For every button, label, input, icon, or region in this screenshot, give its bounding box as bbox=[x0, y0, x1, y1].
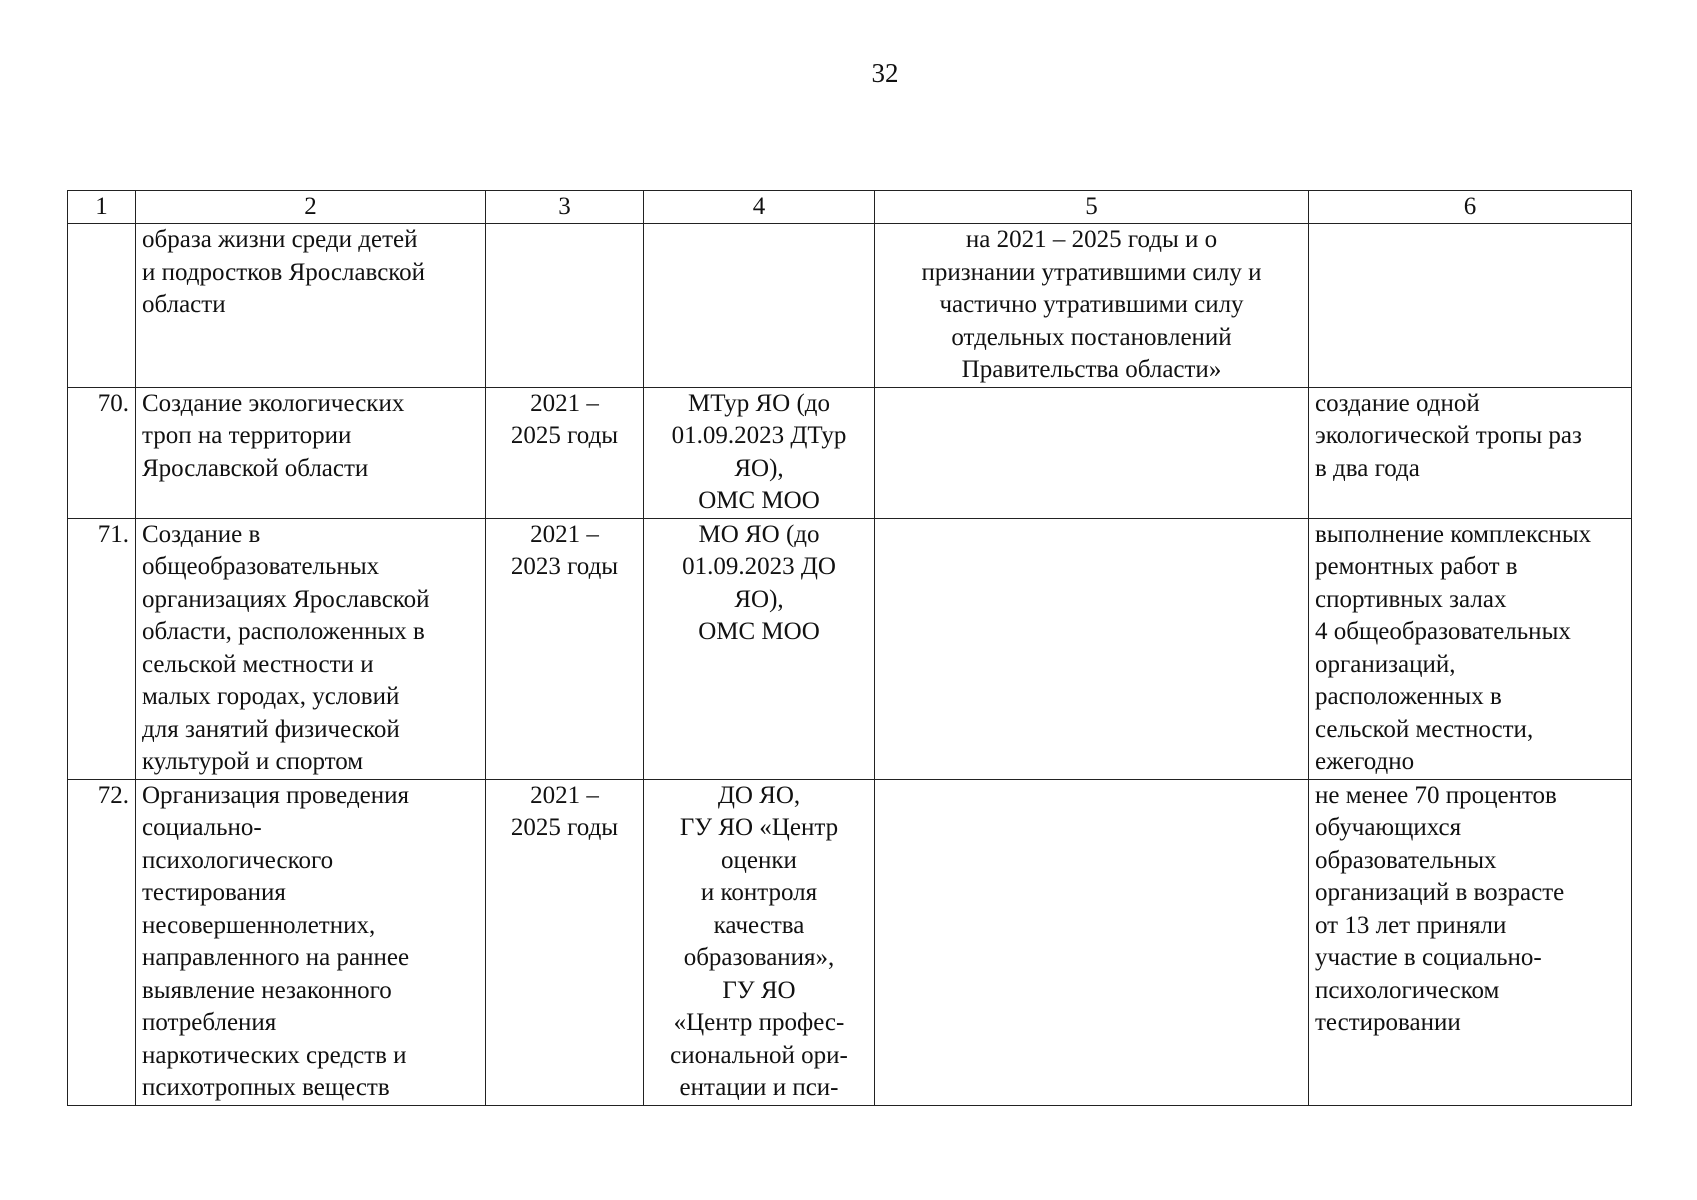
cell-basis: на 2021 – 2025 годы и о признании утратившими силу и частично утратившими силу отдельных постановлений Правительства области» bbox=[875, 224, 1309, 388]
column-header: 1 bbox=[68, 191, 136, 224]
cell-number: 71. bbox=[68, 518, 136, 779]
cell-measure-name: Организация проведения социально- психологического тестирования несовершеннолетних, направленного на раннее выявление незаконного потребления наркотических средств и психотропных веществ bbox=[136, 779, 486, 1105]
cell-basis bbox=[875, 779, 1309, 1105]
cell-executors: ДО ЯО, ГУ ЯО «Центр оценки и контроля качества образования», ГУ ЯО «Центр профес- сиональной ори- ентации и пси- bbox=[644, 779, 875, 1105]
cell-executors bbox=[644, 224, 875, 388]
column-header: 2 bbox=[136, 191, 486, 224]
cell-period: 2021 – 2023 годы bbox=[486, 518, 644, 779]
cell-period: 2021 – 2025 годы bbox=[486, 387, 644, 518]
table-row bbox=[68, 387, 1632, 518]
cell-period: 2021 – 2025 годы bbox=[486, 779, 644, 1105]
page-number: 32 bbox=[871, 58, 899, 88]
cell-basis bbox=[875, 387, 1309, 518]
column-header: 3 bbox=[486, 191, 644, 224]
table-row bbox=[68, 518, 1632, 779]
cell-result bbox=[1309, 224, 1632, 388]
cell-result: не менее 70 процентов обучающихся образовательных организаций в возрасте от 13 лет приняли участие в социально- психологическом тестировании bbox=[1309, 779, 1632, 1105]
cell-result: создание одной экологической тропы раз в два года bbox=[1309, 387, 1632, 518]
cell-basis bbox=[875, 518, 1309, 779]
cell-result: выполнение комплексных ремонтных работ в спортивных залах 4 общеобразовательных организаций, расположенных в сельской местности, ежегодно bbox=[1309, 518, 1632, 779]
table-row bbox=[68, 779, 1632, 1105]
column-header: 4 bbox=[644, 191, 875, 224]
cell-number bbox=[68, 224, 136, 388]
measures-table bbox=[67, 190, 1632, 1106]
column-header: 6 bbox=[1309, 191, 1632, 224]
cell-measure-name: образа жизни среди детей и подростков Ярославской области bbox=[136, 224, 486, 388]
cell-executors: МТур ЯО (до 01.09.2023 ДТур ЯО), ОМС МОО bbox=[644, 387, 875, 518]
cell-number: 72. bbox=[68, 779, 136, 1105]
cell-measure-name: Создание в общеобразовательных организациях Ярославской области, расположенных в сельской местности и малых городах, условий для занятий физической культурой и спортом bbox=[136, 518, 486, 779]
cell-period bbox=[486, 224, 644, 388]
column-header: 5 bbox=[875, 191, 1309, 224]
table-header-row bbox=[68, 191, 1632, 224]
cell-executors: МО ЯО (до 01.09.2023 ДО ЯО), ОМС МОО bbox=[644, 518, 875, 779]
cell-number: 70. bbox=[68, 387, 136, 518]
cell-measure-name: Создание экологических троп на территории Ярославской области bbox=[136, 387, 486, 518]
table-row-continuation bbox=[68, 224, 1632, 388]
